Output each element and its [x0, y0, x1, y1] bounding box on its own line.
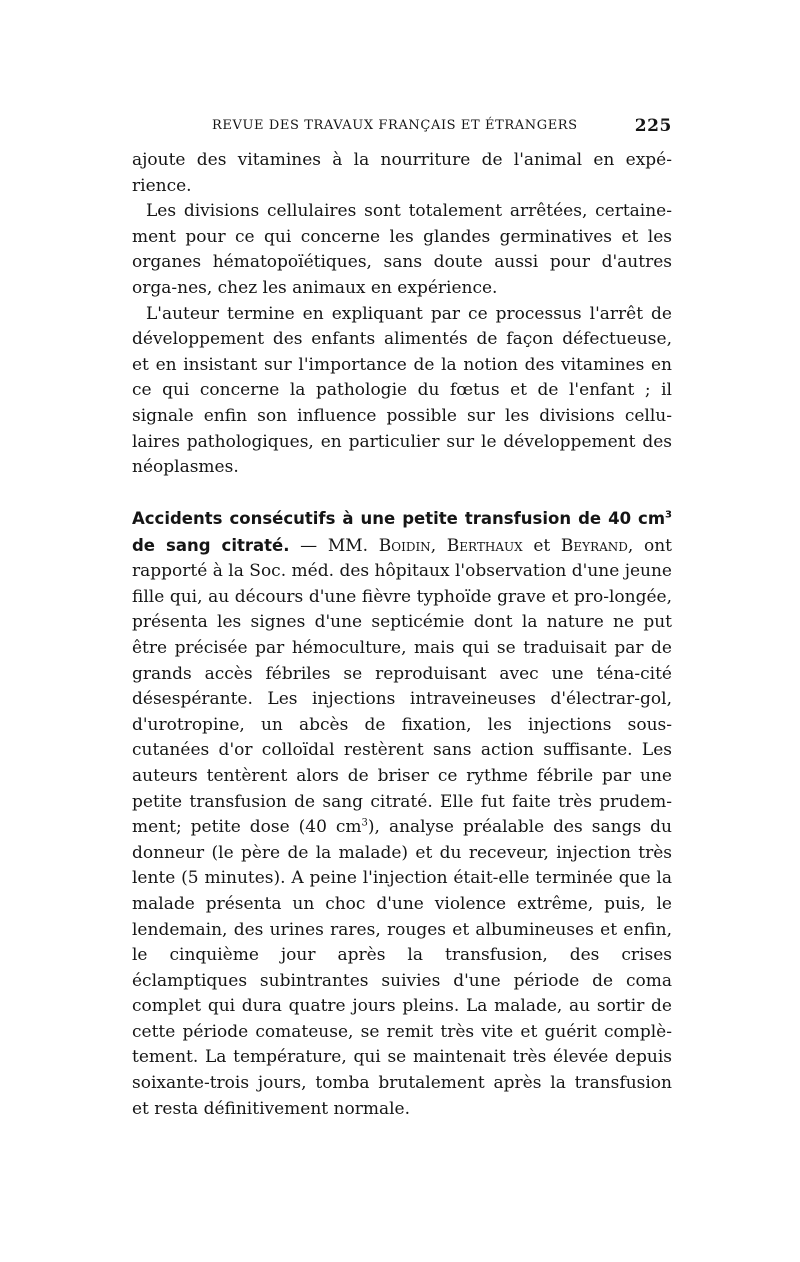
body-superscript: 3: [361, 817, 368, 829]
article-paragraph: Accidents consécutifs à une petite transfusion de 40 $cm^3$ de sang citraté. — MM. Boidin, Berthaux et Beyrand, ont rapporté à la Soc. méd. des hôpitaux l'observation d'une jeune fille qui, au décours d'une fièvre typhoïde grave et pro-longée, présenta les signes d'une septicémie dont la nature ne put être précisée par hémoculture, mais qui se traduisait par de grands accès fébriles se reproduisant avec une téna-cité désespérante. Les injections intraveineuses d'électrar-gol, d'urotropine, un abcès de fixation, les injections sous-cutanées d'or colloïdal restèrent sans action suffisante. Les auteurs tentèrent alors de briser ce rythme fébrile par une petite transfusion de sang citraté. Elle fut faite très prudem-ment; petite dose (40 $cm^3$), analyse préalable des sangs du donneur (le père de la malade) et du receveur, injection très lente (5 minutes). A peine l'injection était-elle terminée que la malade présenta un choc d'une violence extrême, puis, le lendemain, des urines rares, rouges et albumineuses et enfin, le cinquième jour après la transfusion, des crises éclamptiques subintrantes suivies d'une période de coma complet qui dura quatre jours pleins. La malade, au sortir de cette période comateuse, se remit très vite et guérit complè-tement. La température, qui se maintenait très élevée depuis soixante-trois jours, tomba brutalement après la transfusion et resta définitivement normale.: [132, 509, 673, 1119]
author-name: Boidin: [378, 535, 431, 556]
heading-superscript: 3: [665, 509, 672, 521]
article-heading: Accidents consécutifs à une petite transfusion de 40 $cm^3$ de sang citraté.: [132, 509, 672, 555]
paragraph: L'auteur termine en expliquant par ce processus l'arrêt de développement des enfants alimentés de façon défectueuse, et en insistant sur l'importance de la notion des vitamines en ce qui concerne la pathologie du fœtus et de l'enfant ; il signale enfin son influence possible sur les divisions cellu-laires pathologiques, en particulier sur le développement des néoplasmes.: [132, 303, 672, 478]
running-head: [132, 116, 672, 138]
article-section: [132, 506, 672, 1122]
article-body-cont: ), analyse préalable des sangs du donneur (le père de la malade) et du receveur, injection très lente (5 minutes). A peine l'injection était-elle terminée que la malade présenta un choc d'une violence extrême, puis, le lendemain, des urines rares, rouges et albumineuses et enfin, le cinquième jour après la transfusion, des crises éclamptiques subintrantes suivies d'une période de coma complet qui dura quatre jours pleins. La malade, au sortir de cette période comateuse, se remit très vite et guérit complè-tement. La température, qui se maintenait très élevée depuis soixante-trois jours, tomba brutalement après la transfusion et resta définitivement normale.: [132, 817, 672, 1119]
page-number: 225: [634, 116, 672, 136]
continued-text: [132, 148, 672, 481]
author-name: Berthaux: [446, 535, 523, 556]
running-title: REVUE DES TRAVAUX FRANÇAIS ET ÉTRANGERS: [212, 118, 578, 133]
author-name: Beyrand: [560, 535, 628, 556]
paragraph: ajoute des vitamines à la nourriture de l'animal en expé-rience.: [132, 150, 672, 196]
article-body: , ont rapporté à la Soc. méd. des hôpitaux l'observation d'une jeune fille qui, au décours d'une fièvre typhoïde grave et pro-longée, présenta les signes d'une septicémie dont la nature ne put être précisée par hémoculture, mais qui se traduisait par de grands accès fébriles se reproduisant avec une téna-cité désespérante. Les injections intraveineuses d'électrar-gol, d'urotropine, un abcès de fixation, les injections sous-cutanées d'or colloïdal restèrent sans action suffisante. Les auteurs tentèrent alors de briser ce rythme fébrile par une petite transfusion de sang citraté. Elle fut faite très prudem-ment; petite dose (40 cm: [132, 535, 673, 838]
dash-text: — MM.: [289, 535, 379, 556]
paragraph: Les divisions cellulaires sont totalement arrêtées, certaine-ment pour ce qui concerne les glandes germinatives et les organes hématopoïétiques, sans doute aussi pour d'autres orga-nes, chez les animaux en expérience.: [132, 201, 672, 298]
